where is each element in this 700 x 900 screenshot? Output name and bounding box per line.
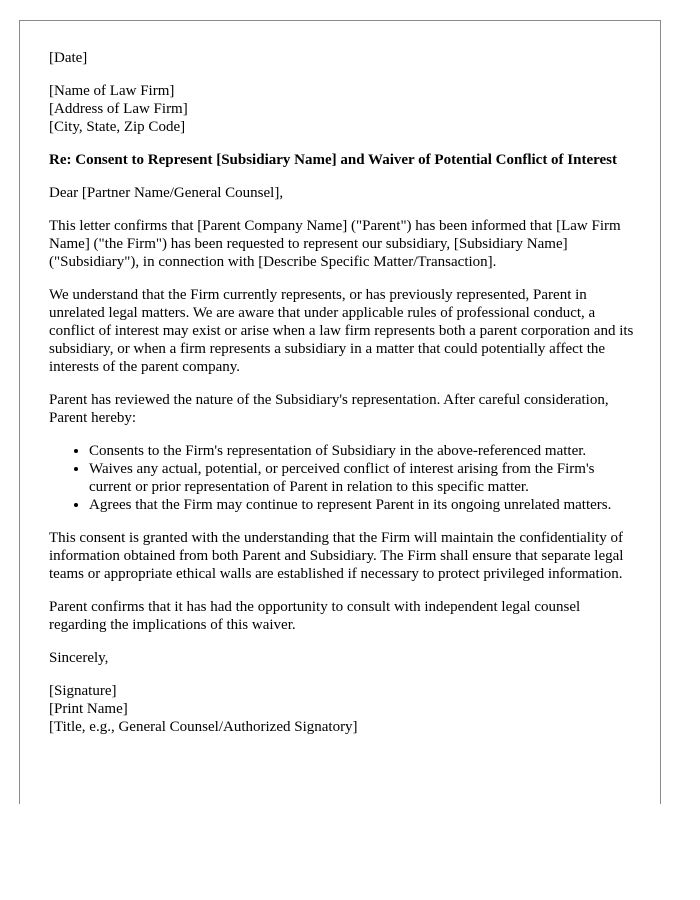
recipient-address: [Address of Law Firm] xyxy=(49,101,188,117)
paragraph-understanding: We understand that the Firm currently represents, or has previously represented, Parent in unrelated legal matters. We are aware that under applicable rules of professional conduct, a conflict of interest may exist or arise when a law firm represents both a parent corporation and its subsidiary, or when a firm represents a subsidiary in a matter that could potentially affect the interests of the parent company. xyxy=(49,287,634,375)
recipient-address-block xyxy=(49,82,639,136)
list-item: • Consents to the Firm's representation of Subsidiary in the above-referenced matter. xyxy=(89,442,639,460)
consent-list xyxy=(49,442,639,514)
salutation: Dear [Partner Name/General Counsel], xyxy=(49,185,284,201)
paragraph-counsel: Parent confirms that it has had the opportunity to consult with independent legal counsel regarding the implications of this waiver. xyxy=(49,599,581,633)
recipient-city: [City, State, Zip Code] xyxy=(49,119,186,135)
paragraph-review: Parent has reviewed the nature of the Subsidiary's representation. After careful consideration, Parent hereby: xyxy=(49,392,609,426)
list-item: • Agrees that the Firm may continue to represent Parent in its ongoing unrelated matters. xyxy=(89,496,639,514)
subject-line: Re: Consent to Represent [Subsidiary Name] and Waiver of Potential Conflict of Interest xyxy=(49,152,618,168)
signature-block xyxy=(49,682,639,736)
signature-line: [Signature] xyxy=(49,683,117,699)
letter-date: [Date] xyxy=(49,50,88,66)
print-name-line: [Print Name] xyxy=(49,701,128,717)
recipient-name: [Name of Law Firm] xyxy=(49,83,175,99)
paragraph-confidentiality: This consent is granted with the understanding that the Firm will maintain the confidentiality of information obtained from both Parent and Subsidiary. The Firm shall ensure that separate legal teams or appropriate ethical walls are established if necessary to protect privileged information. xyxy=(49,530,624,582)
paragraph-intro: This letter confirms that [Parent Company Name] ("Parent") has been informed that [Law Firm Name] ("the Firm") has been requested to represent our subsidiary, [Subsidiary Name] ("Subsidiary"), in connection with [Describe Specific Matter/Transaction]. xyxy=(49,218,621,270)
valediction: Sincerely, xyxy=(49,650,109,666)
list-item: • Waives any actual, potential, or perceived conflict of interest arising from the Firm's current or prior representation of Parent in relation to this specific matter. xyxy=(89,460,639,496)
title-line: [Title, e.g., General Counsel/Authorized Signatory] xyxy=(49,719,358,735)
letter-page xyxy=(19,20,661,804)
letter-body xyxy=(49,49,639,736)
